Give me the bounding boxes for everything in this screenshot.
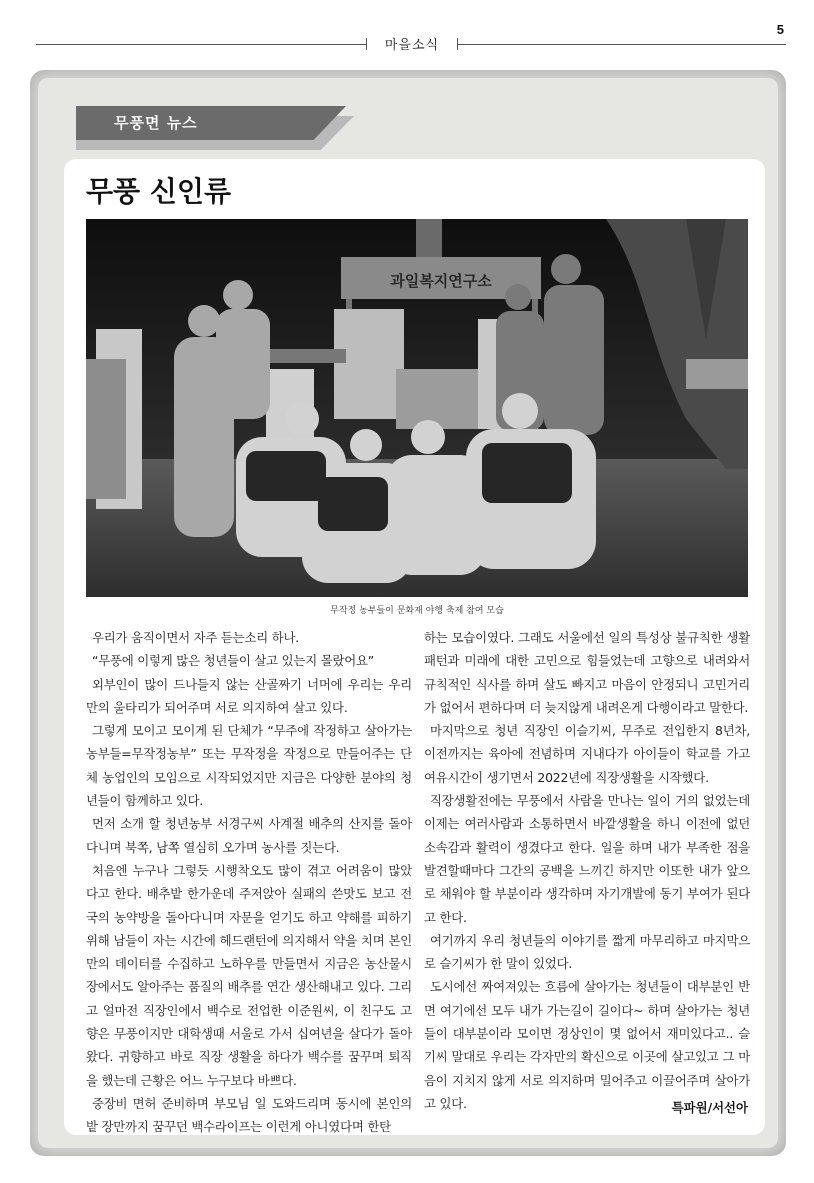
article-column-right [424, 626, 750, 1115]
page-number: 5 [776, 22, 784, 37]
section-name: 마을소식 [384, 38, 440, 53]
paragraph: 중장비 면허 준비하며 부모님 일 도와드리며 동시에 본인의 밭 장만까지 꿈꾸던 백수라이프는 이런게 아니였다며 한탄 [86, 1095, 412, 1135]
paragraph: 그렇게 모이고 모이게 된 단체가 “무주에 작정하고 살아가는 농부들=무작정농부” 또는 무작정을 작정으로 만들어주는 단체 농업인의 모임으로 시작되었지만 지금은 다양한 분야의 청년들이 함께하고 있다. [86, 723, 412, 809]
article-title: 무풍 신인류 [86, 175, 231, 208]
ribbon-label: 무풍면 뉴스 [114, 114, 198, 132]
group-photo-illustration [86, 219, 748, 597]
booth-sign-text: 과일복지연구소 [390, 272, 492, 290]
paragraph: 먼저 소개 할 청년농부 서경구씨 사계절 배추의 산지를 돌아다니며 북쪽, 남쪽 열심히 오가며 농사를 짓는다. [86, 816, 412, 855]
paragraph: 우리가 움직이면서 자주 듣는소리 하나. [92, 630, 300, 645]
paragraph: 하는 모습이였다. 그래도 서울에선 일의 특성상 불규칙한 생활패턴과 미래에 대한 고민으로 힘들었는데 고향으로 내려와서 규칙적인 식사를 하며 살도 빠지고 마음이 안정되니 고민거리가 없어서 편하다며 더 늦지않게 내려온게 다행이라고 말한다. [424, 630, 750, 715]
photo-caption: 무작정 농부들이 문화재 야행 축제 참여 모습 [330, 606, 504, 616]
paragraph: 외부인이 많이 드나들지 않는 산골짜기 너머에 우리는 우리만의 울타리가 되어주며 서로 의지하여 살고 있다. [86, 676, 412, 715]
paragraph: “무풍에 이렇게 많은 청년들이 살고 있는지 몰랐어요” [92, 653, 375, 669]
paragraph: 직장생활전에는 무풍에서 사람을 만나는 일이 거의 없었는데 이제는 여러사람과 소통하면서 바깥생활을 하니 이전에 없던 소속감과 활력이 생겼다고 한다. 일을 하며 내가 부족한 점을 발견할때마다 그간의 공백을 느끼긴 하지만 이또한 내가 앞으로 채워야 할 부분이라 생각하며 자기개발에 동기 부여가 된다고 한다. [424, 793, 750, 925]
paragraph: 처음엔 누구나 그렇듯 시행착오도 많이 겪고 어려움이 많았다고 한다. 배추밭 한가운데 주저앉아 실패의 쓴맛도 보고 전국의 농약방을 돌아다니며 자문을 얻기도 하고 약해를 피하기 위해 남들이 자는 시간에 헤드랜턴에 의지해서 약을 치며 본인만의 데이터를 수집하고 노하우를 만들면서 지금은 농산물시장에서도 알아주는 품질의 배추를 연간 생산해내고 있다. 그리고 얼마전 직장인에서 백수로 전업한 이준원씨, 이 친구도 고향은 무풍이지만 대학생때 서울로 가서 십여년을 살다가 돌아왔다. 귀향하고 바로 직장 생활을 하다가 백수를 꿈꾸며 퇴직을 했는데 근황은 어느 누구보다 바쁘다. [86, 862, 412, 1088]
paragraph: 도시에선 짜여져있는 흐름에 살아가는 청년들이 대부분인 반면 여기에선 모두 내가 가는길이 길이다~ 하며 살아가는 청년들이 대부분이라 모이면 정상인이 몇 없어서 재미있다고.. 슬기씨 말대로 우리는 각자만의 확신으로 이곳에 살고있고 그 마음이 지치지 않게 서로 의지하며 밀어주고 이끌어주며 살아가고 있다. [424, 979, 750, 1111]
article-column-left [86, 626, 412, 1139]
paragraph: 여기까지 우리 청년들의 이야기를 짧게 마무리하고 마지막으로 슬기씨가 한 말이 있었다. [424, 932, 750, 972]
article-photo [86, 219, 748, 597]
header-tick-left [366, 38, 367, 50]
byline: 특파원/서선아 [671, 1100, 748, 1115]
paragraph: 마지막으로 청년 직장인 이슬기씨, 무주로 전입한지 8년차, 이전까지는 육아에 전념하며 지내다가 아이들이 학교를 가고 여유시간이 생기면서 2022년에 직장생활을 시작했다. [424, 723, 750, 785]
header-rule-left [36, 44, 366, 45]
header-rule-right [458, 44, 786, 45]
